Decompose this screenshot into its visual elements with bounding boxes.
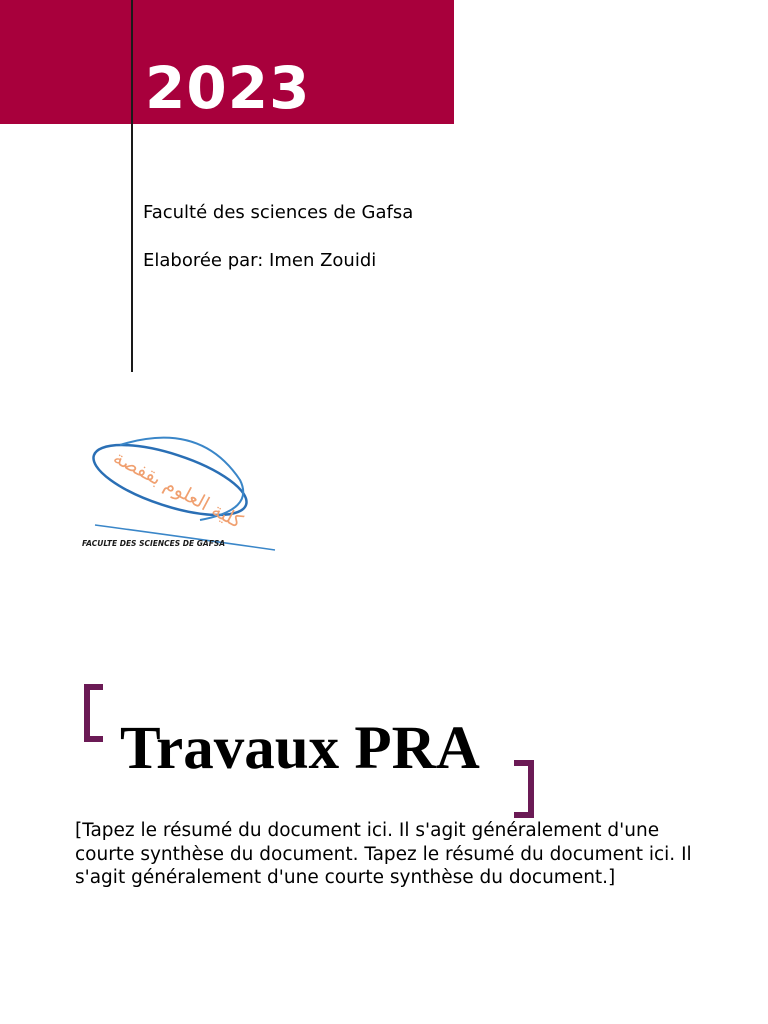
title-open-bracket [82, 684, 106, 742]
document-title: Travaux PRA [120, 715, 480, 782]
logo-caption: FACULTE DES SCIENCES DE GAFSA [82, 539, 226, 548]
year-label: 2023 [145, 54, 311, 122]
faculty-logo [80, 425, 280, 560]
title-close-bracket [511, 760, 537, 818]
institution-label: Faculté des sciences de Gafsa [143, 202, 414, 223]
vertical-rule [131, 0, 133, 372]
author-label: Elaborée par: Imen Zouidi [143, 250, 377, 271]
logo-arabic-text: كلية العلوم بقفصة [109, 446, 246, 533]
abstract-text: [Tapez le résumé du document ici. Il s'agit généralement d'une courte synthèse du document. Tapez le résumé du document ici. Il s'agit généralement d'une courte synthèse du document.] [75, 820, 692, 888]
